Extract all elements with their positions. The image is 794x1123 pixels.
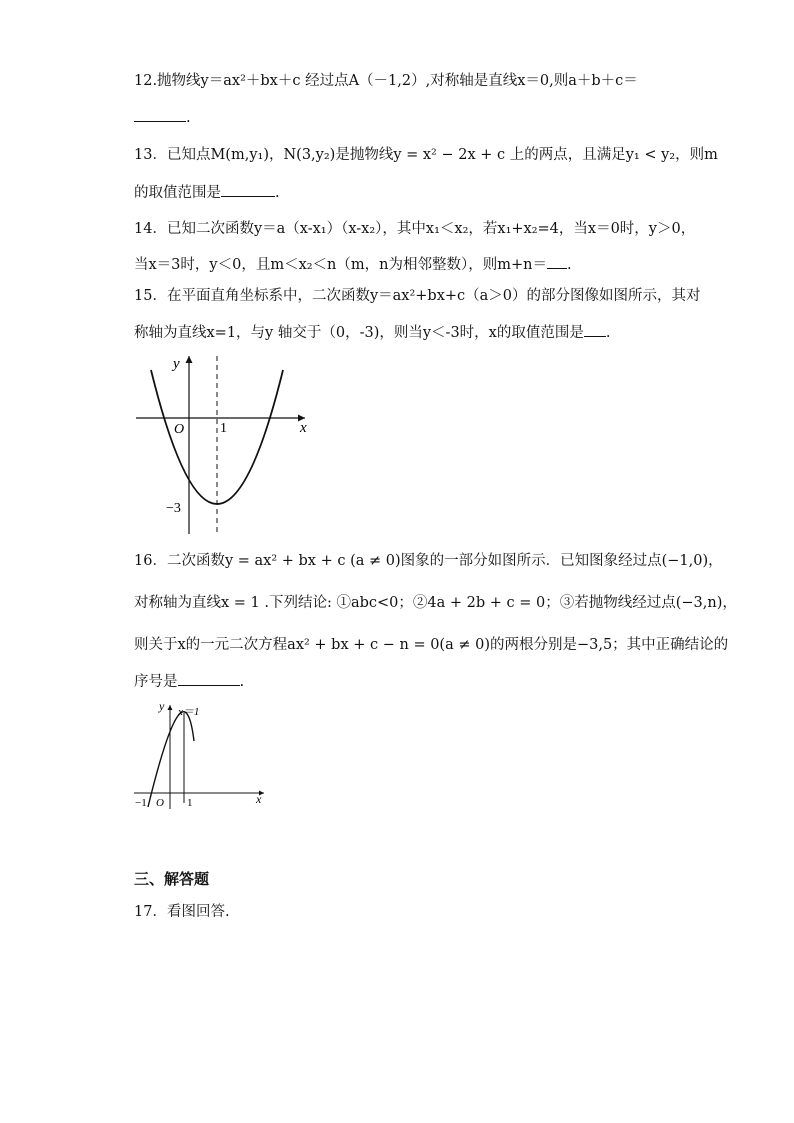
parabola-graph-16: [128, 699, 278, 814]
problem-13-line-1: [134, 145, 718, 165]
problem-16-line-2: [134, 593, 737, 613]
problem-15-period: .: [605, 325, 611, 341]
problem-15-text: 15．在平面直角坐标系中，二次函数y＝ax²+bx+c（a＞0）的部分图像如图所示，其对: [134, 288, 701, 304]
problem-15-line-1: [134, 286, 701, 306]
problem-17-text: 17．看图回答.: [134, 904, 230, 920]
problem-13-period: .: [275, 185, 280, 201]
problem-14-line-1: [134, 219, 695, 239]
problem-12-text: 12.抛物线y＝ax²＋bx＋c 经过点A（－1,2）,对称轴是直线x＝0,则a＋b＋c＝: [134, 73, 638, 89]
tick-label-minus-3: −3: [166, 501, 181, 516]
answer-blank-14[interactable]: [547, 254, 567, 269]
answer-blank-15[interactable]: [584, 322, 606, 337]
problem-12-line-1: [134, 71, 638, 91]
problem-12-line-2: [134, 107, 191, 128]
problem-14-line-2: [134, 254, 572, 275]
answer-blank-13[interactable]: [221, 182, 275, 197]
problem-14-period: .: [566, 257, 572, 273]
problem-15-line-2: [134, 322, 610, 343]
tick-label-1: 1: [220, 421, 227, 436]
problem-14-text: 14．已知二次函数y＝a（x-x₁）（x-x₂），其中x₁＜x₂，若x₁+x₂=4，当x＝0时，y＞0，: [134, 221, 696, 237]
problem-16-text-4: 序号是: [134, 674, 178, 690]
y-axis-label: y: [159, 699, 165, 713]
parabola-graph-15: [130, 348, 330, 548]
problem-12-period: .: [186, 110, 191, 126]
problem-16-line-1: [134, 551, 723, 571]
x-axis-label: x: [256, 792, 262, 806]
section-heading: 三、解答题: [134, 870, 210, 888]
problem-14-text-2: 当x＝3时，y＜0，且m＜x₂＜n（m，n为相邻整数），则m+n＝: [134, 257, 547, 273]
problem-17-line: [134, 902, 230, 922]
problem-16-text-3: 则关于x的一元二次方程ax² + bx + c − n = 0(a ≠ 0)的两根分别是−3,5；其中正确结论的: [134, 637, 729, 653]
tick-label-minus-1: −1: [135, 797, 147, 809]
origin-label: O: [174, 422, 185, 437]
problem-16-text-2: 对称轴为直线x = 1 .下列结论: ①abc<0；②4a + 2b + c = 0；③若抛物线经过点(−3,n)，: [134, 595, 737, 611]
problem-16-text: 16．二次函数y = ax² + bx + c (a ≠ 0)图象的一部分如图所示．已知图象经过点(−1,0)，: [134, 553, 723, 569]
answer-blank-12[interactable]: [134, 107, 186, 122]
problem-13-text: 13．已知点M(m,y₁)，N(3,y₂)是抛物线y = x² − 2x + c 上的两点，且满足y₁ < y₂，则m: [134, 147, 718, 163]
origin-label: O: [156, 797, 164, 809]
x-axis-label: x: [300, 420, 307, 436]
answer-blank-16[interactable]: [178, 671, 240, 686]
problem-16-line-4: [134, 671, 244, 692]
y-axis-label: y: [173, 356, 180, 372]
problem-15-text-2: 称轴为直线x=1，与y 轴交于（0，-3)，则当y＜-3时，x的取值范围是: [134, 325, 584, 341]
problem-13-text-2: 的取值范围是: [134, 185, 221, 201]
symmetry-axis-label: x＝1: [178, 706, 200, 718]
tick-label-1: 1: [187, 797, 193, 809]
problem-13-line-2: [134, 182, 280, 203]
problem-16-period: .: [239, 674, 245, 690]
problem-16-line-3: [134, 635, 728, 655]
